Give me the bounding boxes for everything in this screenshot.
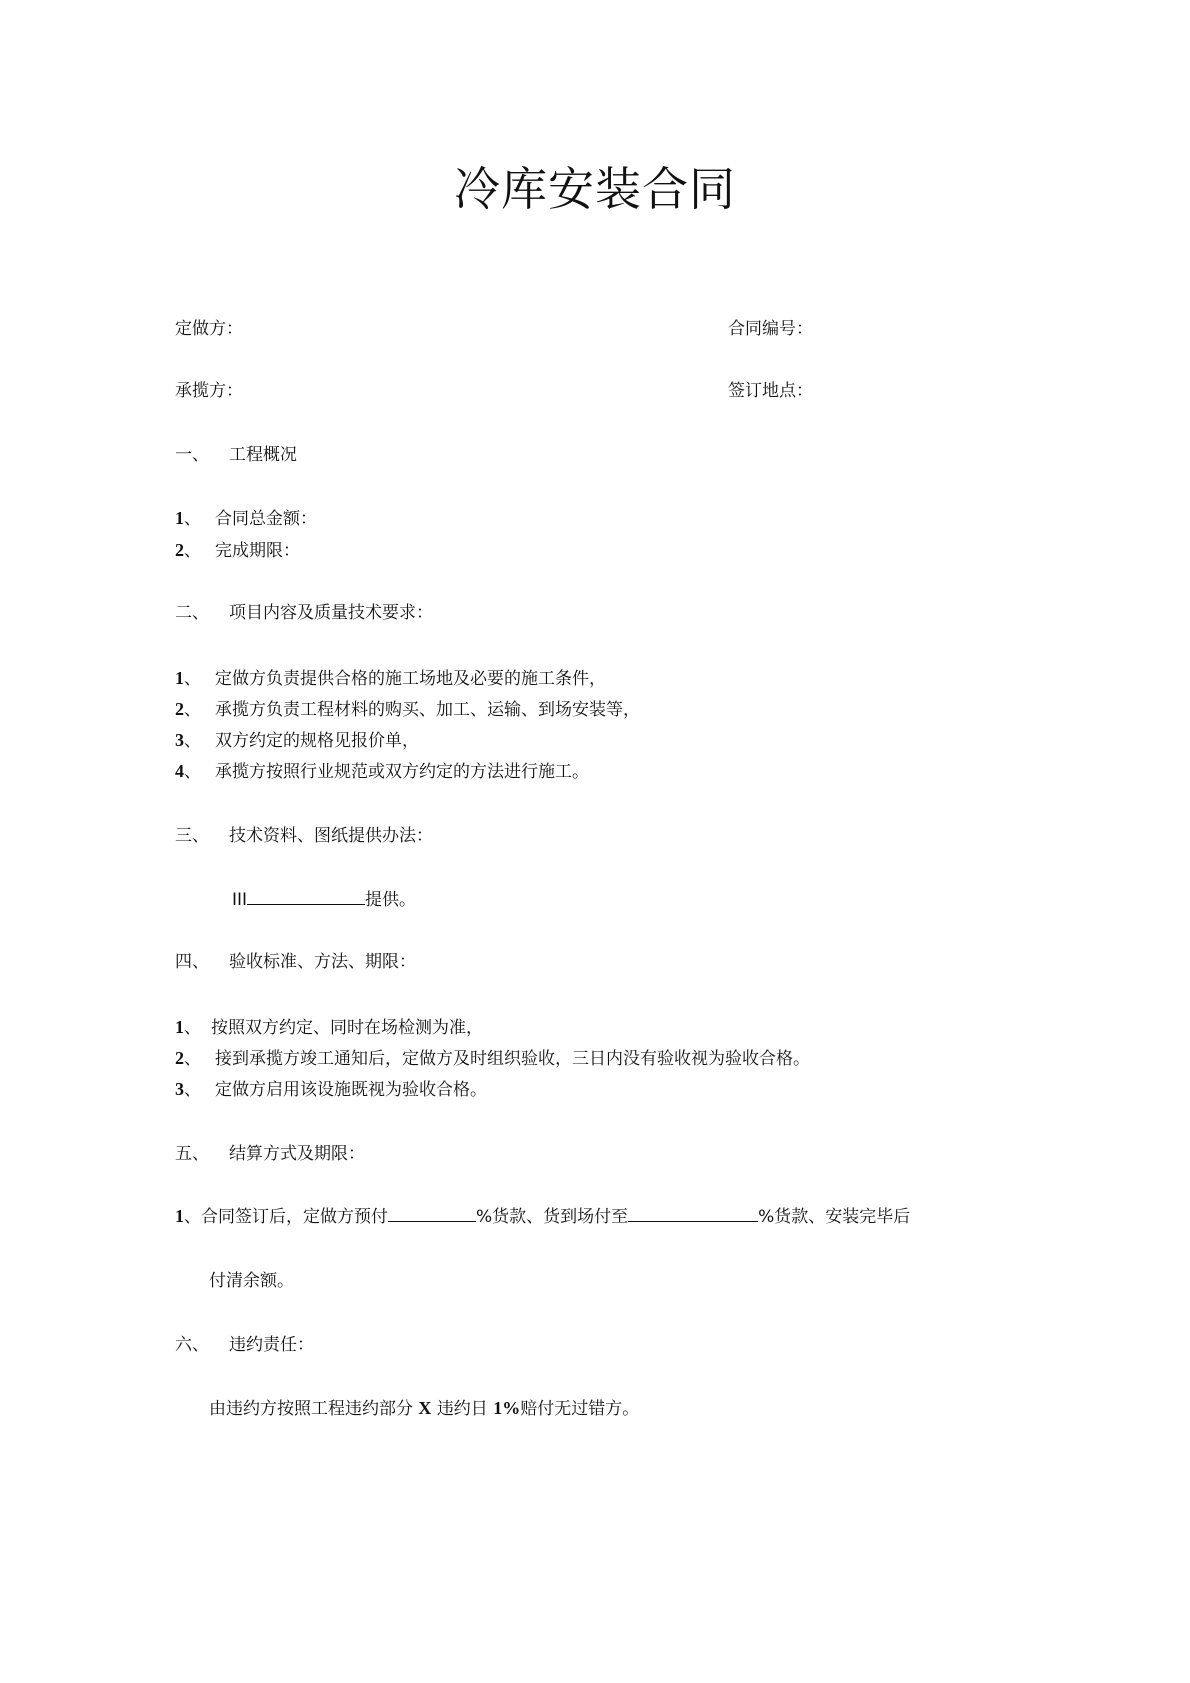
sign-place-field xyxy=(728,380,813,402)
item-number: 3 xyxy=(175,1079,184,1099)
client-label: 定做方： xyxy=(175,319,243,339)
provision-suffix: 提供。 xyxy=(365,890,417,910)
section-6-heading xyxy=(175,1334,314,1356)
item-text: 承揽方按照行业规范或双方约定的方法进行施工。 xyxy=(215,762,589,782)
list-item: 2、 承揽方负责工程材料的购买、加工、运输、到场安装等， xyxy=(175,699,640,720)
penalty-text-1: 由违约方按照工程违约部分 xyxy=(209,1399,413,1419)
list-item: 2、 接到承揽方竣工通知后，定做方及时组织验收，三日内没有验收视为验收合格。 xyxy=(175,1048,810,1069)
list-item: 1、 按照双方约定、同时在场检测为准， xyxy=(175,1017,483,1038)
item-number: 3 xyxy=(175,730,184,750)
payment-terms-line xyxy=(175,1205,910,1228)
section-1-heading xyxy=(175,444,297,466)
payment-continuation: 付清余额。 xyxy=(209,1271,294,1291)
section-marker: 一、 xyxy=(175,445,209,465)
item-text: 定做方启用该设施既视为验收合格。 xyxy=(215,1080,487,1100)
document-title: 冷库安装合同 xyxy=(454,162,736,216)
item-text: 按照双方约定、同时在场检测为准， xyxy=(211,1018,483,1038)
item-text: 接到承揽方竣工通知后，定做方及时组织验收，三日内没有验收视为验收合格。 xyxy=(215,1049,810,1069)
list-item: 4、 承揽方按照行业规范或双方约定的方法进行施工。 xyxy=(175,761,589,782)
penalty-text-3: 赔付无过错方。 xyxy=(520,1399,640,1419)
prepayment-percent-blank[interactable] xyxy=(388,1206,476,1222)
section-marker: 二、 xyxy=(175,603,209,623)
item-number: 2 xyxy=(175,540,184,560)
section-marker: 四、 xyxy=(175,952,209,972)
section-marker: 六、 xyxy=(175,1335,209,1355)
contract-number-field xyxy=(728,318,813,340)
item-number: 1 xyxy=(175,1017,184,1037)
item-number: 1 xyxy=(175,668,184,688)
provision-prefix: III xyxy=(232,890,248,910)
sign-place-label: 签订地点： xyxy=(728,381,813,401)
item-number: 2 xyxy=(175,699,184,719)
section-heading: 工程概况 xyxy=(229,445,297,465)
contractor-field xyxy=(175,380,243,402)
list-item: 3、 双方约定的规格见报价单， xyxy=(175,730,419,751)
item-number: 2 xyxy=(175,1048,184,1068)
list-item: 1、 定做方负责提供合格的施工场地及必要的施工条件， xyxy=(175,668,606,689)
section-heading: 技术资料、图纸提供办法： xyxy=(229,826,433,846)
item-text: 合同总金额： xyxy=(215,509,317,529)
section-5-heading xyxy=(175,1143,365,1165)
item-text: 双方约定的规格见报价单， xyxy=(215,731,419,751)
payment-text-1: 、合同签订后，定做方预付 xyxy=(184,1207,388,1227)
item-text: 承揽方负责工程材料的购买、加工、运输、到场安装等， xyxy=(215,700,640,720)
payment-text-3: %货款、安装完毕后 xyxy=(758,1207,911,1227)
section-3-heading xyxy=(175,825,433,847)
list-item: 3、 定做方启用该设施既视为验收合格。 xyxy=(175,1079,487,1100)
contractor-label: 承揽方： xyxy=(175,381,243,401)
section-2-heading xyxy=(175,602,433,624)
item-number: 1 xyxy=(175,1206,184,1226)
payment-text-2: %货款、货到场付至 xyxy=(476,1207,629,1227)
section-marker: 五、 xyxy=(175,1144,209,1164)
section-marker: 三、 xyxy=(175,826,209,846)
delivery-payment-percent-blank[interactable] xyxy=(628,1206,758,1222)
list-item: 1、 合同总金额： xyxy=(175,508,317,529)
section-4-heading xyxy=(175,951,416,973)
section-heading: 项目内容及质量技术要求： xyxy=(229,603,433,623)
penalty-multiplier: X xyxy=(418,1398,432,1418)
section-heading: 验收标准、方法、期限： xyxy=(229,952,416,972)
item-number: 4 xyxy=(175,761,184,781)
provider-blank[interactable] xyxy=(247,889,365,905)
item-number: 1 xyxy=(175,508,184,528)
drawings-provision-line xyxy=(232,889,416,911)
client-field xyxy=(175,318,243,340)
item-text: 定做方负责提供合格的施工场地及必要的施工条件， xyxy=(215,669,606,689)
item-text: 完成期限： xyxy=(215,541,300,561)
penalty-clause xyxy=(209,1397,639,1420)
penalty-rate: 1% xyxy=(493,1398,521,1418)
penalty-text-2: 违约日 xyxy=(436,1399,488,1419)
section-heading: 违约责任： xyxy=(229,1335,314,1355)
contract-number-label: 合同编号： xyxy=(728,319,813,339)
list-item: 2、 完成期限： xyxy=(175,540,300,561)
section-heading: 结算方式及期限： xyxy=(229,1144,365,1164)
